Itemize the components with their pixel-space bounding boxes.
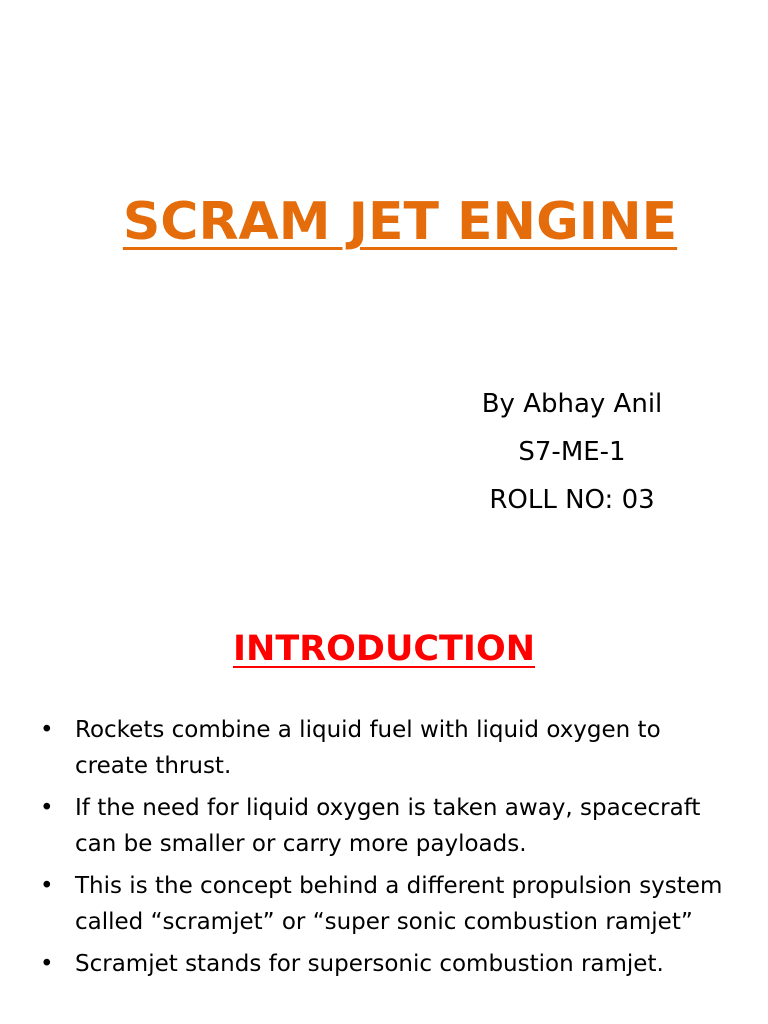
bullet-text: Rockets combine a liquid fuel with liquid oxygen to create thrust. [75, 717, 661, 779]
author-class: S7-ME-1 [518, 437, 626, 467]
bullet-text: Scramjet stands for supersonic combustion ramjet. [75, 951, 664, 977]
bullet-dot: • [40, 873, 54, 899]
bullet-dot: • [40, 717, 54, 743]
bullet-list [40, 712, 740, 988]
list-item [40, 868, 740, 940]
bullet-text: This is the concept behind a different propulsion system called “scramjet” or “super sonic combustion ramjet” [75, 873, 723, 935]
author-roll-number: ROLL NO: 03 [489, 485, 655, 515]
list-item [40, 946, 740, 982]
bullet-dot: • [40, 951, 54, 977]
introduction-slide [0, 576, 768, 1024]
bullet-text: If the need for liquid oxygen is taken away, spacecraft can be smaller or carry more payloads. [75, 795, 701, 857]
bullet-dot: • [40, 795, 54, 821]
author-byline [432, 384, 712, 528]
introduction-heading: INTRODUCTION [233, 629, 535, 669]
author-name: By Abhay Anil [481, 389, 663, 419]
list-item [40, 712, 740, 784]
list-item [40, 790, 740, 862]
slide-title: SCRAM JET ENGINE [122, 192, 678, 252]
